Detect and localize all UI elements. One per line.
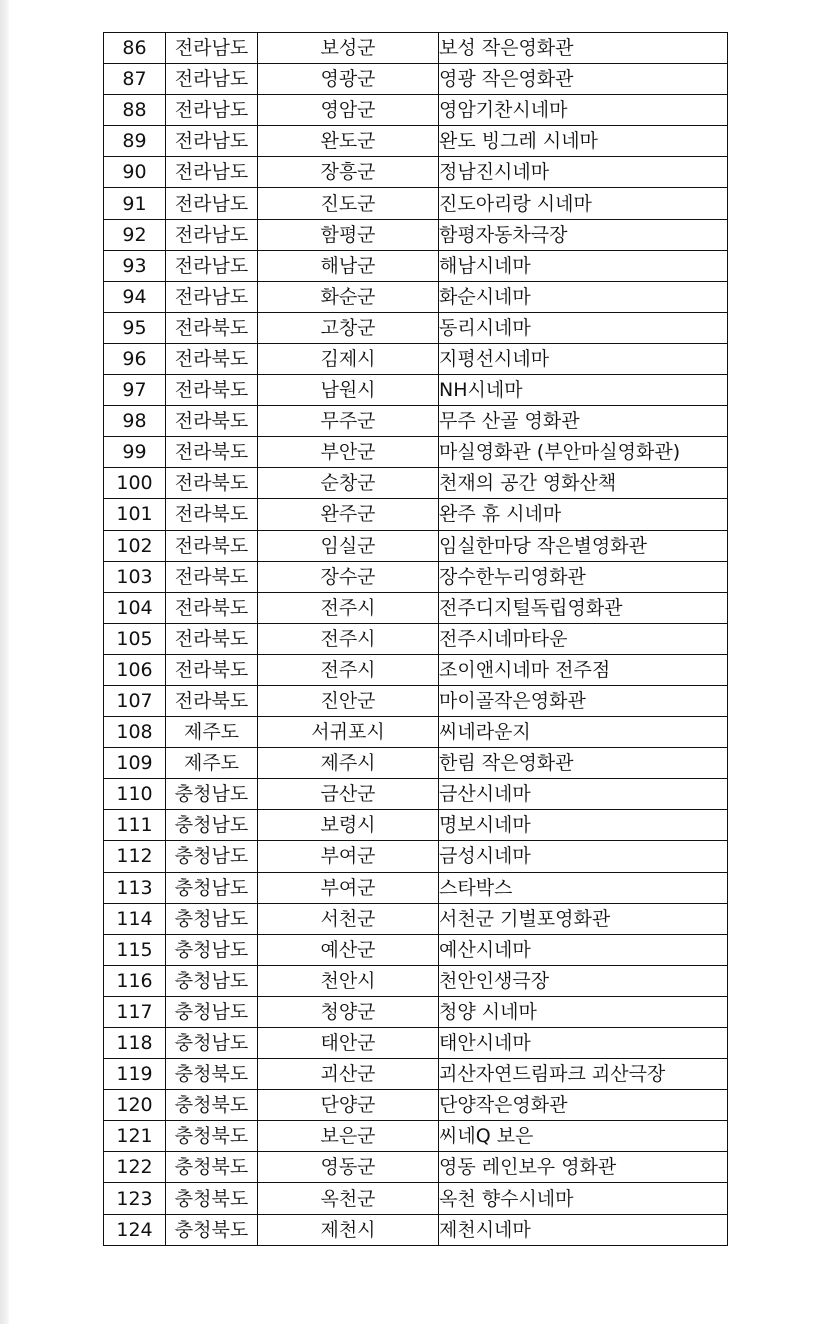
viewer-edge-shadow [0, 0, 9, 1324]
city-cell: 함평군 [258, 219, 439, 250]
theater-name-cell: 영암기찬시네마 [439, 95, 728, 126]
province-cell: 충청남도 [166, 903, 258, 934]
province-cell: 전라남도 [166, 250, 258, 281]
row-number-cell: 99 [104, 437, 166, 468]
theater-name-cell: 전주시네마타운 [439, 623, 728, 654]
city-cell: 완도군 [258, 126, 439, 157]
table-row [104, 1090, 728, 1121]
table-row [104, 1152, 728, 1183]
province-cell: 전라북도 [166, 406, 258, 437]
table-row [104, 312, 728, 343]
table-row [104, 1121, 728, 1152]
province-cell: 전라북도 [166, 623, 258, 654]
table-row [104, 343, 728, 374]
city-cell: 완주군 [258, 499, 439, 530]
row-number-cell: 100 [104, 468, 166, 499]
table-row [104, 1028, 728, 1059]
province-cell: 전라남도 [166, 219, 258, 250]
city-cell: 진안군 [258, 685, 439, 716]
theater-name-cell: 무주 산골 영화관 [439, 406, 728, 437]
theater-name-cell: 괴산자연드림파크 괴산극장 [439, 1059, 728, 1090]
theater-name-cell: 옥천 향수시네마 [439, 1183, 728, 1214]
province-cell: 충청북도 [166, 1152, 258, 1183]
table-row [104, 561, 728, 592]
row-number-cell: 110 [104, 779, 166, 810]
province-cell: 충청남도 [166, 1028, 258, 1059]
province-cell: 전라북도 [166, 654, 258, 685]
city-cell: 부여군 [258, 872, 439, 903]
theater-list-table [103, 32, 728, 1246]
table-row [104, 1183, 728, 1214]
row-number-cell: 101 [104, 499, 166, 530]
city-cell: 영동군 [258, 1152, 439, 1183]
table-row [104, 1214, 728, 1245]
table-row [104, 219, 728, 250]
city-cell: 부여군 [258, 841, 439, 872]
province-cell: 전라남도 [166, 64, 258, 95]
province-cell: 전라남도 [166, 126, 258, 157]
row-number-cell: 104 [104, 592, 166, 623]
table-row [104, 64, 728, 95]
theater-name-cell: 해남시네마 [439, 250, 728, 281]
theater-name-cell: 보성 작은영화관 [439, 33, 728, 64]
city-cell: 전주시 [258, 592, 439, 623]
table-row [104, 499, 728, 530]
table-row [104, 934, 728, 965]
row-number-cell: 115 [104, 934, 166, 965]
city-cell: 고창군 [258, 312, 439, 343]
row-number-cell: 113 [104, 872, 166, 903]
theater-name-cell: 동리시네마 [439, 312, 728, 343]
row-number-cell: 92 [104, 219, 166, 250]
table-row [104, 872, 728, 903]
province-cell: 전라북도 [166, 685, 258, 716]
city-cell: 임실군 [258, 530, 439, 561]
province-cell: 제주도 [166, 748, 258, 779]
table-row [104, 530, 728, 561]
city-cell: 제주시 [258, 748, 439, 779]
row-number-cell: 91 [104, 188, 166, 219]
theater-name-cell: 천재의 공간 영화산책 [439, 468, 728, 499]
city-cell: 영암군 [258, 95, 439, 126]
table-row [104, 965, 728, 996]
theater-name-cell: 제천시네마 [439, 1214, 728, 1245]
row-number-cell: 102 [104, 530, 166, 561]
city-cell: 영광군 [258, 64, 439, 95]
row-number-cell: 120 [104, 1090, 166, 1121]
theater-name-cell: 조이앤시네마 전주점 [439, 654, 728, 685]
city-cell: 부안군 [258, 437, 439, 468]
city-cell: 남원시 [258, 375, 439, 406]
city-cell: 제천시 [258, 1214, 439, 1245]
table-row [104, 996, 728, 1027]
theater-name-cell: 지평선시네마 [439, 343, 728, 374]
city-cell: 옥천군 [258, 1183, 439, 1214]
theater-name-cell: 씨네라운지 [439, 717, 728, 748]
theater-name-cell: 화순시네마 [439, 281, 728, 312]
row-number-cell: 107 [104, 685, 166, 716]
city-cell: 무주군 [258, 406, 439, 437]
province-cell: 충청남도 [166, 810, 258, 841]
city-cell: 천안시 [258, 965, 439, 996]
theater-name-cell: 태안시네마 [439, 1028, 728, 1059]
province-cell: 전라남도 [166, 157, 258, 188]
theater-name-cell: 천안인생극장 [439, 965, 728, 996]
province-cell: 충청남도 [166, 934, 258, 965]
row-number-cell: 122 [104, 1152, 166, 1183]
city-cell: 서천군 [258, 903, 439, 934]
table-row [104, 126, 728, 157]
city-cell: 보은군 [258, 1121, 439, 1152]
city-cell: 장수군 [258, 561, 439, 592]
city-cell: 보성군 [258, 33, 439, 64]
theater-name-cell: 예산시네마 [439, 934, 728, 965]
table-row [104, 779, 728, 810]
table-row [104, 748, 728, 779]
province-cell: 전라북도 [166, 468, 258, 499]
theater-name-cell: 임실한마당 작은별영화관 [439, 530, 728, 561]
theater-name-cell: 서천군 기벌포영화관 [439, 903, 728, 934]
theater-name-cell: 전주디지털독립영화관 [439, 592, 728, 623]
theater-name-cell: 마실영화관 (부안마실영화관) [439, 437, 728, 468]
theater-name-cell: 마이골작은영화관 [439, 685, 728, 716]
table-row [104, 375, 728, 406]
table-row [104, 685, 728, 716]
theater-name-cell: NH시네마 [439, 375, 728, 406]
row-number-cell: 109 [104, 748, 166, 779]
province-cell: 전라북도 [166, 375, 258, 406]
city-cell: 보령시 [258, 810, 439, 841]
row-number-cell: 95 [104, 312, 166, 343]
row-number-cell: 121 [104, 1121, 166, 1152]
row-number-cell: 98 [104, 406, 166, 437]
theater-name-cell: 금성시네마 [439, 841, 728, 872]
table-row [104, 717, 728, 748]
table-body [104, 33, 728, 1246]
province-cell: 충청북도 [166, 1183, 258, 1214]
table-row [104, 623, 728, 654]
city-cell: 전주시 [258, 654, 439, 685]
province-cell: 충청북도 [166, 1090, 258, 1121]
theater-name-cell: 영광 작은영화관 [439, 64, 728, 95]
table-row [104, 592, 728, 623]
province-cell: 전라남도 [166, 281, 258, 312]
row-number-cell: 106 [104, 654, 166, 685]
province-cell: 충청남도 [166, 872, 258, 903]
row-number-cell: 114 [104, 903, 166, 934]
row-number-cell: 93 [104, 250, 166, 281]
province-cell: 충청남도 [166, 841, 258, 872]
province-cell: 충청북도 [166, 1121, 258, 1152]
row-number-cell: 111 [104, 810, 166, 841]
theater-name-cell: 스타박스 [439, 872, 728, 903]
row-number-cell: 94 [104, 281, 166, 312]
province-cell: 전라북도 [166, 499, 258, 530]
table-row [104, 188, 728, 219]
theater-name-cell: 진도아리랑 시네마 [439, 188, 728, 219]
table-row [104, 810, 728, 841]
province-cell: 전라남도 [166, 95, 258, 126]
table-row [104, 33, 728, 64]
province-cell: 충청북도 [166, 1059, 258, 1090]
table-row [104, 437, 728, 468]
city-cell: 단양군 [258, 1090, 439, 1121]
province-cell: 전라남도 [166, 33, 258, 64]
city-cell: 해남군 [258, 250, 439, 281]
theater-name-cell: 함평자동차극장 [439, 219, 728, 250]
table-row [104, 95, 728, 126]
province-cell: 제주도 [166, 717, 258, 748]
row-number-cell: 118 [104, 1028, 166, 1059]
province-cell: 전라북도 [166, 343, 258, 374]
theater-name-cell: 씨네Q 보은 [439, 1121, 728, 1152]
row-number-cell: 123 [104, 1183, 166, 1214]
theater-name-cell: 정남진시네마 [439, 157, 728, 188]
theater-name-cell: 완주 휴 시네마 [439, 499, 728, 530]
theater-name-cell: 영동 레인보우 영화관 [439, 1152, 728, 1183]
theater-name-cell: 한림 작은영화관 [439, 748, 728, 779]
row-number-cell: 119 [104, 1059, 166, 1090]
city-cell: 전주시 [258, 623, 439, 654]
table-row [104, 250, 728, 281]
province-cell: 충청남도 [166, 779, 258, 810]
province-cell: 충청북도 [166, 1214, 258, 1245]
table-row [104, 903, 728, 934]
city-cell: 청양군 [258, 996, 439, 1027]
row-number-cell: 117 [104, 996, 166, 1027]
city-cell: 화순군 [258, 281, 439, 312]
province-cell: 전라남도 [166, 188, 258, 219]
province-cell: 충청남도 [166, 965, 258, 996]
row-number-cell: 112 [104, 841, 166, 872]
theater-name-cell: 금산시네마 [439, 779, 728, 810]
city-cell: 장흥군 [258, 157, 439, 188]
province-cell: 전라북도 [166, 592, 258, 623]
table-row [104, 654, 728, 685]
city-cell: 태안군 [258, 1028, 439, 1059]
city-cell: 금산군 [258, 779, 439, 810]
city-cell: 김제시 [258, 343, 439, 374]
city-cell: 진도군 [258, 188, 439, 219]
theater-name-cell: 단양작은영화관 [439, 1090, 728, 1121]
row-number-cell: 88 [104, 95, 166, 126]
city-cell: 괴산군 [258, 1059, 439, 1090]
row-number-cell: 108 [104, 717, 166, 748]
city-cell: 서귀포시 [258, 717, 439, 748]
row-number-cell: 105 [104, 623, 166, 654]
table-row [104, 1059, 728, 1090]
row-number-cell: 89 [104, 126, 166, 157]
table-row [104, 157, 728, 188]
table-row [104, 281, 728, 312]
row-number-cell: 124 [104, 1214, 166, 1245]
province-cell: 전라북도 [166, 437, 258, 468]
row-number-cell: 86 [104, 33, 166, 64]
city-cell: 예산군 [258, 934, 439, 965]
province-cell: 전라북도 [166, 561, 258, 592]
row-number-cell: 96 [104, 343, 166, 374]
theater-name-cell: 청양 시네마 [439, 996, 728, 1027]
row-number-cell: 116 [104, 965, 166, 996]
province-cell: 전라북도 [166, 312, 258, 343]
row-number-cell: 87 [104, 64, 166, 95]
city-cell: 순창군 [258, 468, 439, 499]
province-cell: 충청남도 [166, 996, 258, 1027]
theater-name-cell: 장수한누리영화관 [439, 561, 728, 592]
row-number-cell: 90 [104, 157, 166, 188]
table-row [104, 468, 728, 499]
table-row [104, 406, 728, 437]
theater-name-cell: 완도 빙그레 시네마 [439, 126, 728, 157]
theater-name-cell: 명보시네마 [439, 810, 728, 841]
row-number-cell: 103 [104, 561, 166, 592]
province-cell: 전라북도 [166, 530, 258, 561]
table-row [104, 841, 728, 872]
row-number-cell: 97 [104, 375, 166, 406]
